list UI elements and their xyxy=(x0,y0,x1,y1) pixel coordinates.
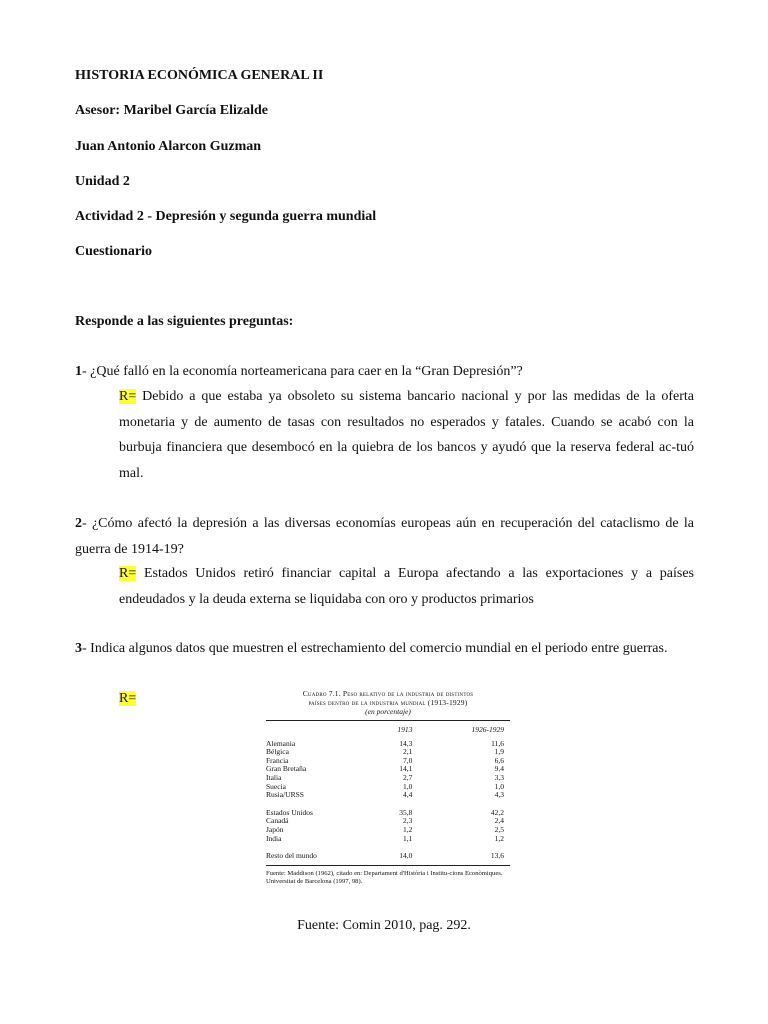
question-number: 2 xyxy=(75,516,82,531)
caption-line-3: (en porcentaje) xyxy=(365,707,411,716)
table-row xyxy=(266,852,510,865)
table-caption xyxy=(266,689,510,716)
advisor-line: Asesor: Maribel García Elizalde xyxy=(75,103,268,118)
country-cell: Resto del mundo xyxy=(266,851,317,861)
value-cell: 2,1 xyxy=(403,747,413,757)
value-cell: 1,2 xyxy=(494,833,504,843)
value-cell: 14,3 xyxy=(399,738,413,748)
student-name: Juan Antonio Alarcon Guzman xyxy=(75,139,262,154)
value-cell: 14,1 xyxy=(399,764,413,774)
country-cell: Italia xyxy=(266,772,282,782)
value-cell: 2,5 xyxy=(494,824,504,834)
country-cell: Francia xyxy=(266,755,289,765)
caption-line-2: países dentro de la industria mundial (1913-1929) xyxy=(308,698,468,707)
industry-table xyxy=(266,721,510,865)
country-cell: Suecia xyxy=(266,781,286,791)
country-cell: Gran Bretaña xyxy=(266,764,307,774)
value-cell: 14,0 xyxy=(399,851,413,861)
table-row xyxy=(266,826,510,835)
country-cell: Rusia/URSS xyxy=(266,790,304,800)
question-text: - ¿Qué falló en la economía norteamericana para caer en la “Gran Depresión”? xyxy=(82,364,523,379)
table-row xyxy=(266,809,510,818)
value-cell: 2,7 xyxy=(403,772,413,782)
course-title: HISTORIA ECONÓMICA GENERAL II xyxy=(75,68,324,83)
value-cell: 9,4 xyxy=(494,764,504,774)
answer-3 xyxy=(119,691,136,707)
table-row xyxy=(266,835,510,844)
question-number: 3 xyxy=(75,641,82,656)
value-cell: 42,2 xyxy=(490,807,504,817)
table-bottom-rule xyxy=(266,865,510,866)
value-cell: 1,2 xyxy=(403,824,413,834)
answer-1 xyxy=(75,384,694,486)
question-text: - ¿Cómo afectó la depresión a las diversas economías europeas aún en recuperación del cataclismo de la guerra de 1914-19? xyxy=(75,516,694,557)
question-text: - Indica algunos datos que muestren el estrechamiento del comercio mundial en el periodo entre guerras. xyxy=(82,641,668,656)
question-1 xyxy=(75,359,694,385)
value-cell: 1,0 xyxy=(403,781,413,791)
value-cell: 1,0 xyxy=(494,781,504,791)
country-cell: India xyxy=(266,833,282,843)
value-cell: 2,3 xyxy=(403,816,413,826)
answer-text: Debido a que estaba ya obsoleto su sistema bancario nacional y por las medidas de la oferta monetaria y de aumento de tasas con resultados no esperados y fatales. Cuando se acabó con la burbuja financiera que desembocó en la quiebra de los bancos y ayudó que la reserva federal ac-tuó mal. xyxy=(119,389,694,481)
answer-marker: R= xyxy=(119,389,137,404)
country-cell: Bélgica xyxy=(266,747,289,757)
country-cell: Estados Unidos xyxy=(266,807,313,817)
table-row xyxy=(266,817,510,826)
table-row xyxy=(266,774,510,783)
country-cell: Canadá xyxy=(266,816,289,826)
caption-line-1: Cuadro 7.1. Peso relativo de la industria de distintos xyxy=(302,689,474,698)
value-cell: 35,8 xyxy=(399,807,413,817)
table-row xyxy=(266,765,510,774)
value-cell: 13,6 xyxy=(490,851,504,861)
value-cell: 7,0 xyxy=(403,755,413,765)
answer-2 xyxy=(75,561,694,612)
value-cell: 1,1 xyxy=(403,833,413,843)
unit-line: Unidad 2 xyxy=(75,174,130,189)
value-cell: 3,3 xyxy=(494,772,504,782)
answer-marker: R= xyxy=(119,566,137,581)
table-row xyxy=(266,748,510,757)
country-cell: Japón xyxy=(266,824,284,834)
table-row xyxy=(266,791,510,800)
question-2 xyxy=(75,511,694,562)
value-cell: 6,6 xyxy=(494,755,504,765)
doc-type: Cuestionario xyxy=(75,244,152,259)
table-header-row xyxy=(266,721,510,740)
table-row xyxy=(266,740,510,749)
question-3 xyxy=(75,636,694,662)
col-header-1926-1929: 1926-1929 xyxy=(471,725,504,734)
table-source: Fuente: Maddison (1962), citado en: Departament d'Història i Institu-cions Econòmiques. Universitat de Barcelona (1997, 98). xyxy=(266,869,503,885)
activity-line: Actividad 2 - Depresión y segunda guerra mundial xyxy=(75,209,377,224)
value-cell: 4,4 xyxy=(403,790,413,800)
col-header-1913: 1913 xyxy=(397,725,413,734)
question-number: 1 xyxy=(75,364,82,379)
industry-table-figure xyxy=(266,689,510,886)
figure-source: Fuente: Comin 2010, pag. 292. xyxy=(297,918,471,933)
answer-text: Estados Unidos retiró financiar capital a Europa afectando a las exportaciones y a países endeudados y la deuda externa se liquidaba con oro y productos primarios xyxy=(119,566,694,607)
value-cell: 11,6 xyxy=(491,738,504,748)
value-cell: 2,4 xyxy=(494,816,504,826)
country-cell: Alemania xyxy=(266,738,296,748)
value-cell: 1,9 xyxy=(494,747,504,757)
answer-marker: R= xyxy=(119,691,137,706)
instructions: Responde a las siguientes preguntas: xyxy=(75,314,294,329)
value-cell: 4,3 xyxy=(494,790,504,800)
